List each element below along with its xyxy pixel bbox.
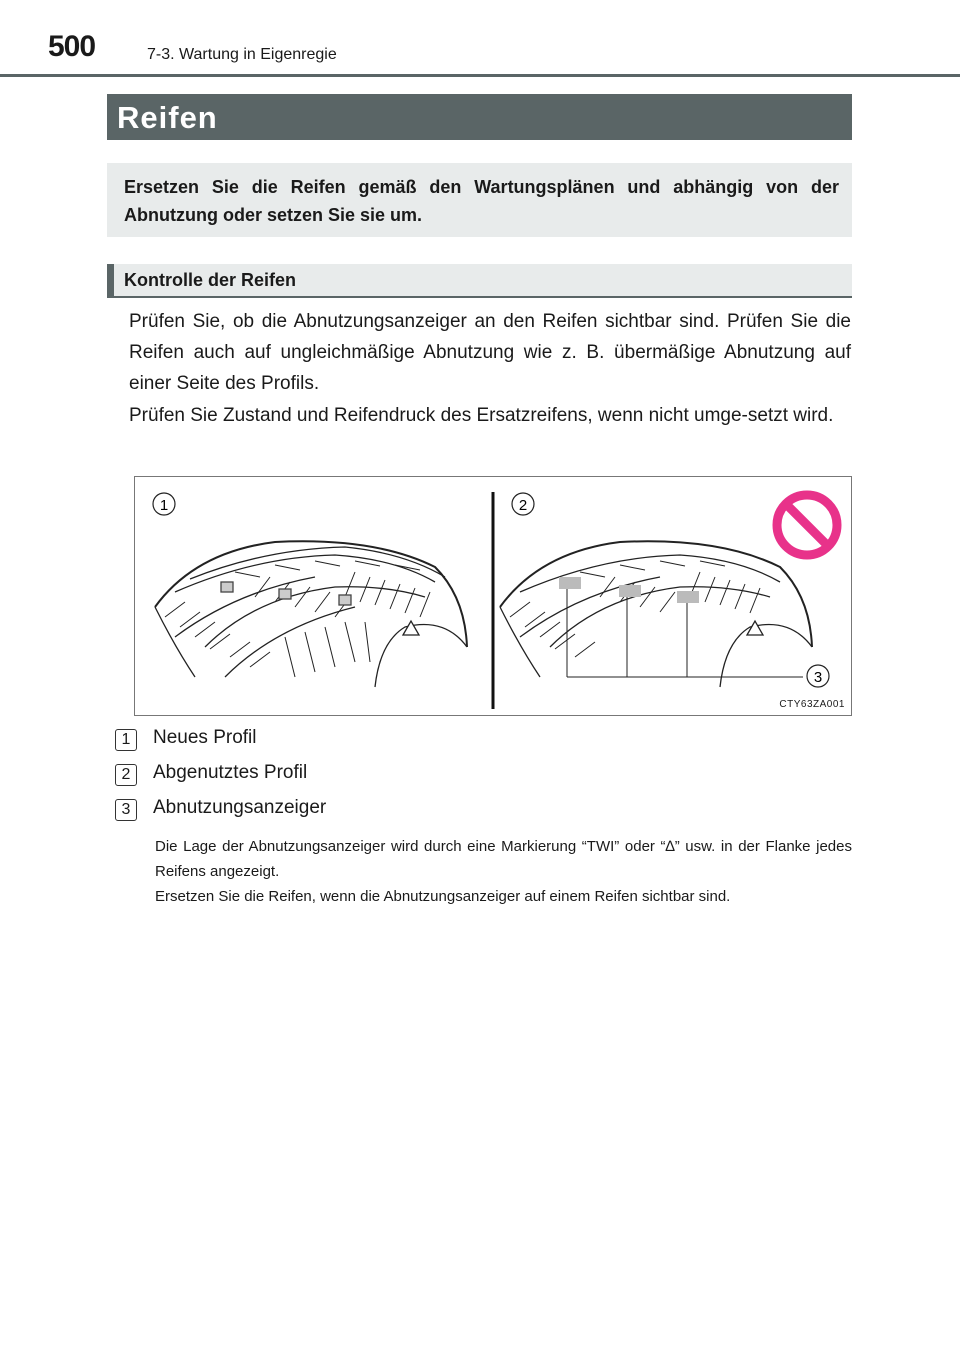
legend-number: 1 bbox=[115, 729, 137, 751]
page-title: Reifen bbox=[117, 100, 218, 135]
note-1: Die Lage der Abnutzungsanzeiger wird durch eine Markierung “TWI” oder “∆” usw. in der Flanke jedes Reifens angezeigt. bbox=[155, 838, 852, 880]
legend-label: Abgenutztes Profil bbox=[153, 762, 308, 783]
subsection-heading bbox=[107, 264, 852, 298]
figure-code: CTY63ZA001 bbox=[779, 699, 845, 710]
callout-1-label: 1 bbox=[159, 497, 169, 514]
legend-number: 2 bbox=[115, 764, 137, 786]
chapter-title: 7-3. Wartung in Eigenregie bbox=[147, 46, 337, 63]
callout-2-label: 2 bbox=[518, 497, 528, 514]
tire-illustration bbox=[134, 476, 852, 716]
subsection-title: Kontrolle der Reifen bbox=[124, 270, 297, 290]
body-paragraph-1: Prüfen Sie, ob die Abnutzungsanzeiger an den Reifen sichtbar sind. Prüfen Sie die Reifen auch auf ungleichmäßige Abnutzung wie z. B. übermäßige Abnutzung auf einer Seite des Profils. bbox=[129, 311, 851, 394]
new-tread-tire bbox=[155, 541, 467, 687]
note-2: Ersetzen Sie die Reifen, wenn die Abnutzungsanzeiger auf einem Reifen sichtbar sind. bbox=[155, 888, 731, 905]
page-number: 500 bbox=[48, 30, 96, 63]
callout-3-label: 3 bbox=[813, 669, 823, 686]
legend-label: Abnutzungsanzeiger bbox=[153, 797, 327, 818]
legend-label: Neues Profil bbox=[153, 727, 257, 748]
intro-box bbox=[107, 163, 852, 237]
header-rule bbox=[0, 74, 960, 77]
prohibited-icon bbox=[777, 495, 837, 555]
legend-number: 3 bbox=[115, 799, 137, 821]
worn-tread-tire bbox=[500, 541, 812, 687]
intro-text: Ersetzen Sie die Reifen gemäß den Wartungsplänen und abhängig von der Abnutzung oder setzen Sie sie um. bbox=[124, 177, 839, 225]
tire-drawing bbox=[135, 477, 851, 715]
body-paragraph-2: Prüfen Sie Zustand und Reifendruck des Ersatzreifens, wenn nicht umge-setzt wird. bbox=[129, 405, 834, 426]
section-title-band bbox=[107, 94, 852, 140]
